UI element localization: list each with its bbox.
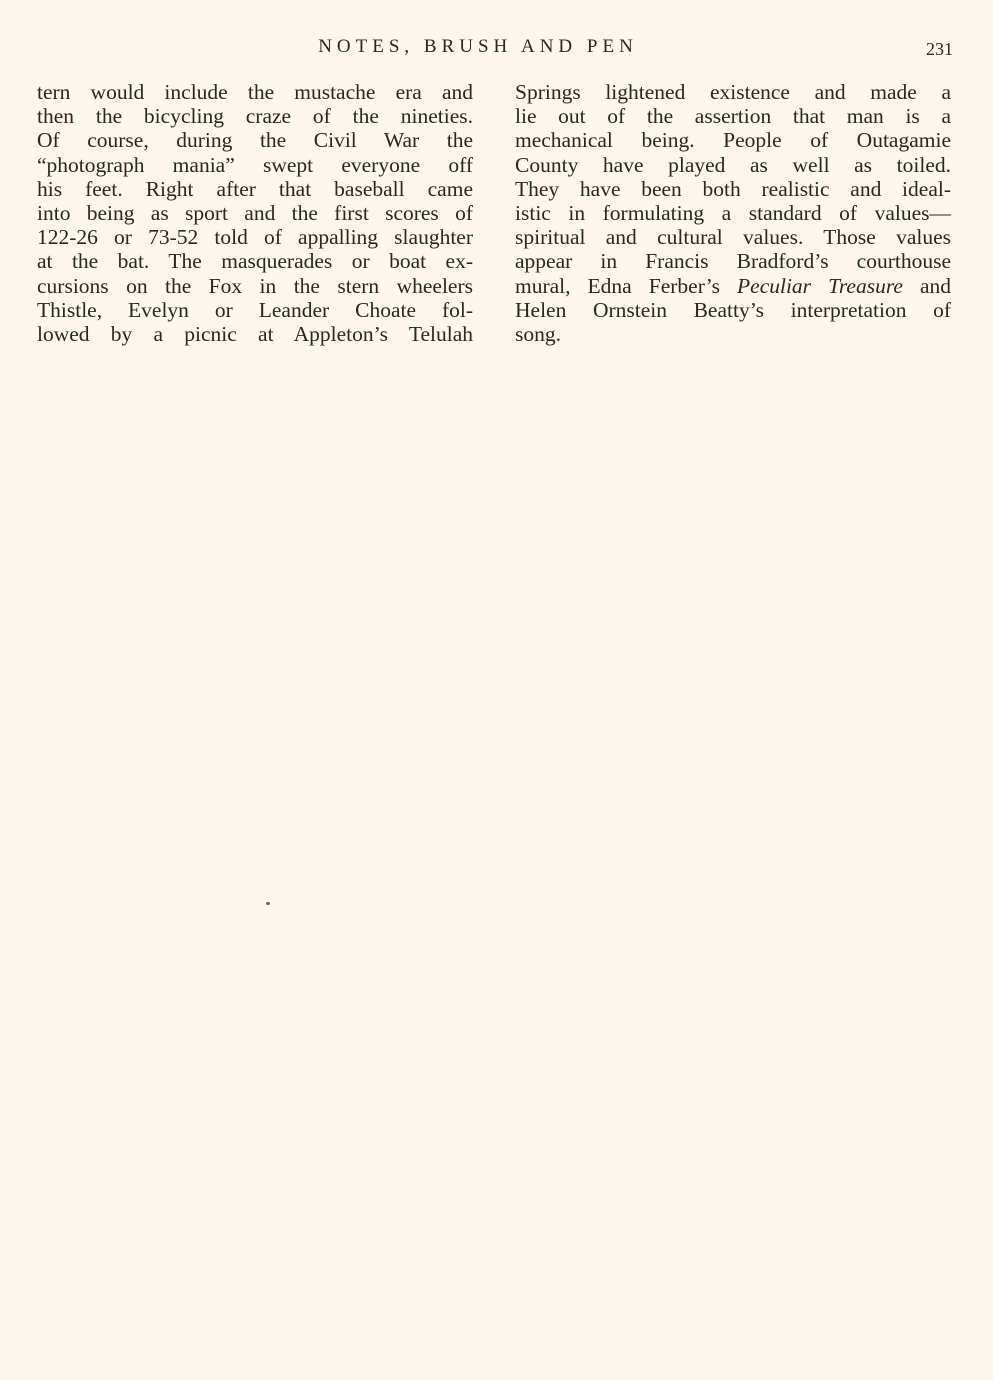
text-line: lie out of the assertion that man is a <box>515 104 951 129</box>
text-line: spiritual and cultural values. Those values <box>515 225 951 250</box>
running-title: NOTES, BRUSH AND PEN <box>318 36 638 57</box>
text-line: then the bicycling craze of the nineties. <box>37 104 473 129</box>
text-segment: and <box>902 273 951 298</box>
text-line: appear in Francis Bradford’s courthouse <box>515 249 951 274</box>
text-line: County have played as well as toiled. <box>515 152 951 177</box>
text-line: Thistle, Evelyn or Leander Choate fol- <box>37 297 473 322</box>
left-text-column <box>37 80 473 346</box>
running-head <box>0 34 993 60</box>
right-text-column <box>515 80 951 346</box>
text-segment: mural, Edna Ferber’s <box>515 273 738 298</box>
text-line: 122-26 or 73-52 told of appalling slaughter <box>37 225 473 250</box>
text-line: Springs lightened existence and made a <box>515 80 951 104</box>
page-number: 231 <box>926 39 953 59</box>
text-line: mechanical being. People of Outagamie <box>515 128 951 153</box>
text-line: “photograph mania” swept everyone off <box>37 152 473 177</box>
text-line: into being as sport and the first scores of <box>37 200 473 225</box>
text-line: They have been both realistic and ideal- <box>515 176 951 201</box>
text-line: lowed by a picnic at Appleton’s Telulah <box>37 321 473 346</box>
book-title: Peculiar Treasure <box>737 273 903 298</box>
text-line: tern would include the mustache era and <box>37 80 473 104</box>
text-line: cursions on the Fox in the stern wheelers <box>37 273 473 298</box>
text-line: song. <box>515 321 561 346</box>
text-line: istic in formulating a standard of values— <box>515 200 951 225</box>
ink-speck <box>266 902 270 905</box>
text-line: Of course, during the Civil War the <box>37 128 473 153</box>
text-line: at the bat. The masquerades or boat ex- <box>37 249 473 274</box>
text-line: his feet. Right after that baseball came <box>37 176 473 201</box>
text-line <box>515 274 951 298</box>
text-line: Helen Ornstein Beatty’s interpretation of <box>515 297 951 322</box>
